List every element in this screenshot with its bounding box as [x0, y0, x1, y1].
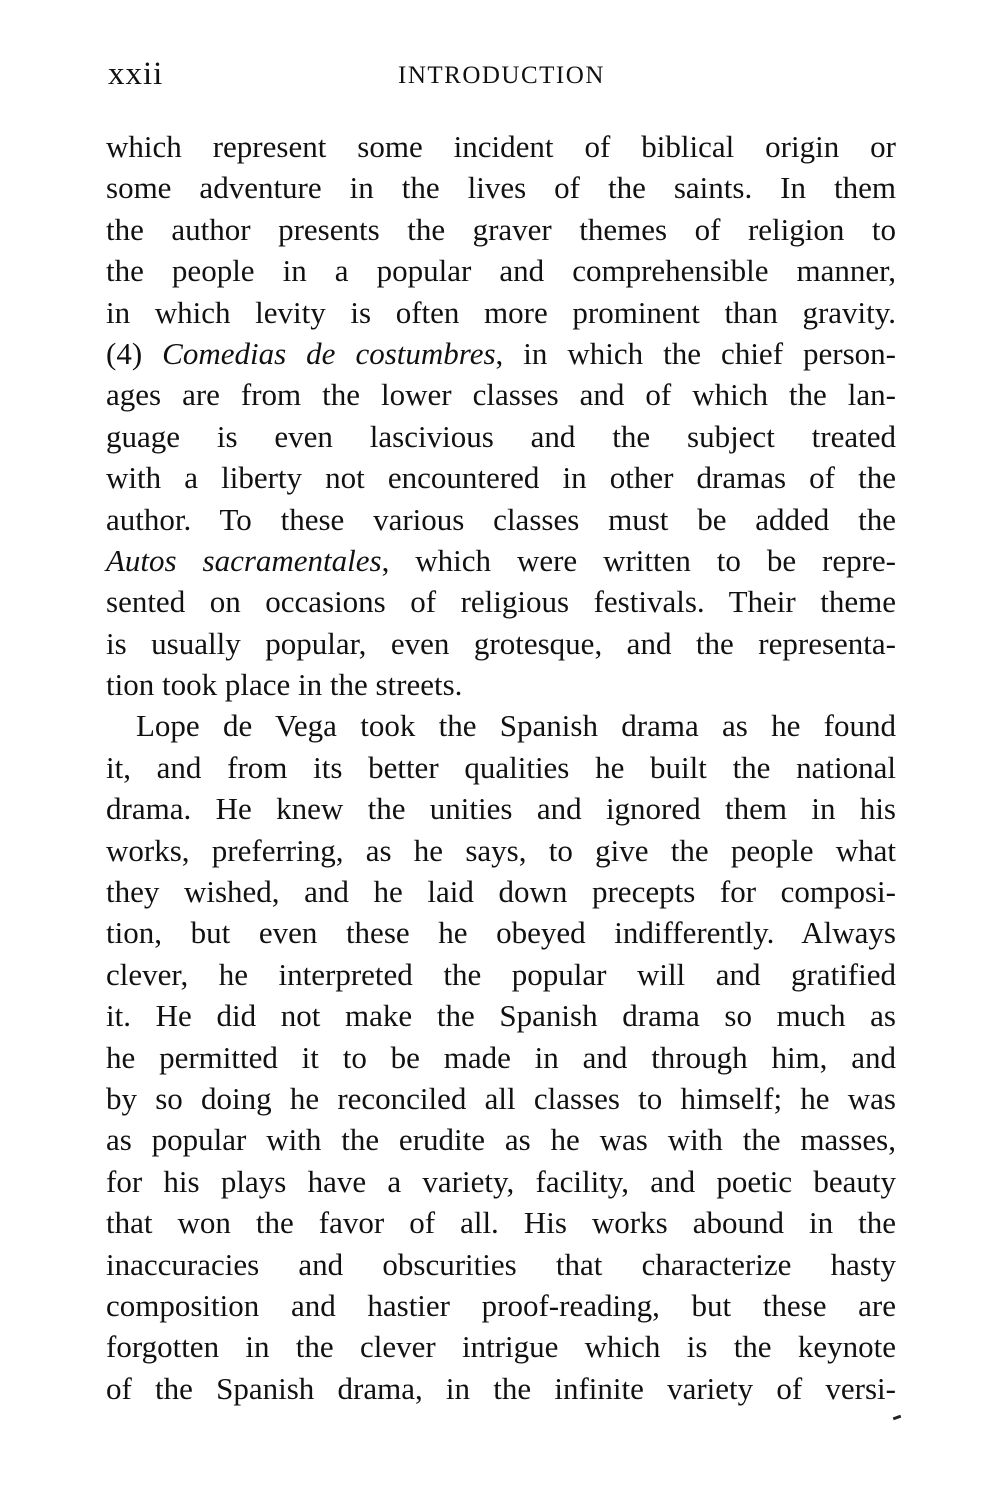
running-title: INTRODUCTION — [398, 62, 605, 89]
text-line — [106, 167, 896, 208]
text-line — [106, 292, 896, 333]
text-line — [106, 705, 896, 746]
text-run: for his plays have a variety, facility, and poetic beauty — [106, 1163, 896, 1199]
text-run: he permitted it to be made in and through him, and — [106, 1039, 896, 1075]
text-line — [106, 209, 896, 250]
text-run: it. He did not make the Spanish drama so much as — [106, 998, 896, 1034]
text-line — [106, 1161, 896, 1202]
text-run: (4) — [106, 335, 163, 371]
text-line — [106, 871, 896, 912]
text-line — [106, 623, 896, 664]
text-line — [106, 1326, 896, 1367]
text-run: of the Spanish drama, in the infinite variety of versi- — [106, 1370, 896, 1406]
text-run: sented on occasions of religious festivals. Their theme — [106, 584, 896, 620]
text-line — [106, 954, 896, 995]
text-line — [106, 457, 896, 498]
text-run: , which were written to be repre- — [381, 542, 896, 578]
text-line — [106, 1368, 896, 1409]
text-line — [106, 830, 896, 871]
text-run: works, preferring, as he says, to give the people what — [106, 832, 896, 868]
text-run: which represent some incident of biblical origin or — [106, 129, 896, 164]
text-run: they wished, and he laid down precepts for composi- — [106, 874, 896, 910]
text-line — [106, 581, 896, 622]
text-line — [106, 664, 896, 705]
text-run: Lope de Vega took the Spanish drama as he found — [136, 708, 896, 744]
text-run: drama. He knew the unities and ignored them in his — [106, 791, 896, 827]
text-run: is usually popular, even grotesque, and the representa- — [106, 625, 896, 661]
text-run: inaccuracies and obscurities that characterize hasty — [106, 1246, 896, 1282]
text-line — [106, 995, 896, 1036]
text-run: , in which the chief person- — [495, 335, 896, 371]
text-run: in which levity is often more prominent than gravity. — [106, 294, 896, 330]
running-head — [108, 52, 898, 96]
text-line — [106, 788, 896, 829]
text-run: clever, he interpreted the popular will and gratified — [106, 956, 896, 992]
text-run: some adventure in the lives of the saints. In them — [106, 170, 896, 206]
italic-title: Comedias de costumbres — [162, 335, 496, 371]
page-number: xxii — [108, 56, 164, 92]
text-line — [106, 250, 896, 291]
text-run: ages are from the lower classes and of which the lan- — [106, 377, 896, 413]
text-run: that won the favor of all. His works abound in the — [106, 1205, 896, 1241]
text-run: forgotten in the clever intrigue which is the keynote — [106, 1329, 896, 1365]
text-run: guage is even lascivious and the subject treated — [106, 418, 896, 454]
text-line — [106, 374, 896, 415]
text-line — [106, 499, 896, 540]
text-run: tion took place in the streets. — [106, 667, 463, 703]
text-line — [106, 416, 896, 457]
text-run: by so doing he reconciled all classes to himself; he was — [106, 1080, 896, 1116]
text-line — [106, 1244, 896, 1285]
text-line — [106, 912, 896, 953]
text-line — [106, 1119, 896, 1160]
text-line — [106, 540, 896, 581]
text-line — [106, 333, 896, 374]
text-line — [106, 1037, 896, 1078]
body-text — [106, 126, 896, 1409]
text-run: author. To these various classes must be added the — [106, 501, 896, 537]
italic-title: Autos sacramentales — [106, 542, 382, 578]
text-run: composition and hastier proof-reading, but these are — [106, 1287, 896, 1323]
text-run: the author presents the graver themes of religion to — [106, 211, 896, 247]
text-line — [106, 747, 896, 788]
text-line — [106, 126, 896, 167]
text-run: it, and from its better qualities he built the national — [106, 749, 896, 785]
text-run: tion, but even these he obeyed indifferently. Always — [106, 915, 896, 951]
text-line — [106, 1202, 896, 1243]
print-mark — [893, 1415, 902, 1421]
text-run: with a liberty not encountered in other dramas of the — [106, 460, 896, 496]
text-run: as popular with the erudite as he was with the masses, — [106, 1122, 896, 1158]
text-line — [106, 1078, 896, 1119]
text-line — [106, 1285, 896, 1326]
text-run: the people in a popular and comprehensible manner, — [106, 253, 896, 289]
